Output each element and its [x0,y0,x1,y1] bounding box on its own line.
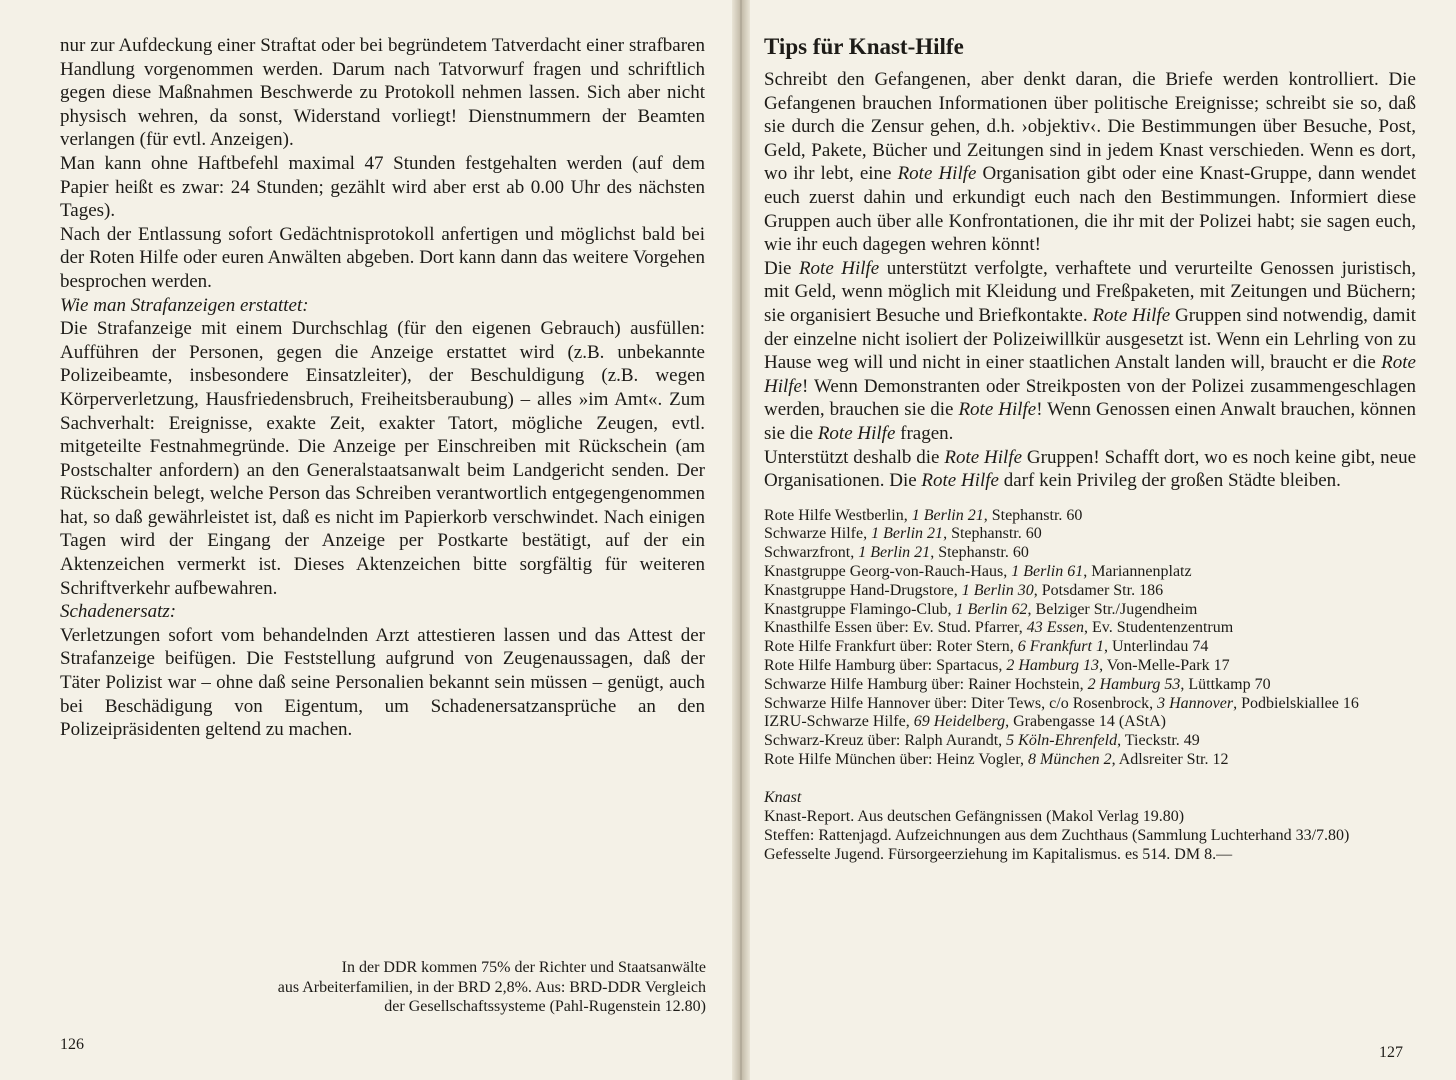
address-entry: Rote Hilfe Westberlin, 1 Berlin 21, Stephanstr. 60 [764,506,1083,524]
address-entry: Knastgruppe Hand-Drugstore, 1 Berlin 30, Potsdamer Str. 186 [764,581,1164,599]
address-entry: Knasthilfe Essen über: Ev. Stud. Pfarrer, 43 Essen, Ev. Studentenzentrum [764,619,1234,637]
page-number-left: 126 [60,1036,84,1053]
paragraph: Verletzungen sofort vom behandelnden Arzt attestieren lassen und das Attest der Strafanzeige beifügen. Die Feststellung aufgrund von Zeugenaussagen, daß der Täter Polizist war – ohne daß seine Personalien bekannt sein müssen – genügt, auch bei Beschädigung von Eigentum, um Schadenersatzansprüche an den Polizeipräsidenten geltend zu machen. [60,624,705,741]
footnote-line: aus Arbeiterfamilien, in der BRD 2,8%. Aus: BRD-DDR Vergleich [277,978,706,996]
address-list [764,507,1416,770]
right-page-body [764,32,1416,864]
address-entry: Schwarze Hilfe Hannover über: Diter Tews, c/o Rosenbrock, 3 Hannover, Podbielskiallee 16 [764,694,1359,712]
subheading: Wie man Strafanzeigen erstattet: [60,294,309,316]
right-page [744,0,1456,1080]
literature-section [764,788,1416,864]
subheading: Schadenersatz: [60,601,177,623]
address-entry: Rote Hilfe Frankfurt über: Roter Stern, 6 Frankfurt 1, Unterlindau 74 [764,638,1209,656]
paragraph: Nach der Entlassung sofort Gedächtnisprotokoll anfertigen und möglichst bald bei der Roten Hilfe oder euren Anwälten abgeben. Dort kann dann das weitere Vorgehen besprochen werden. [60,223,705,292]
literature-entry: Steffen: Rattenjagd. Aufzeichnungen aus dem Zuchthaus (Sammlung Luchterhand 33/7.80) [764,826,1350,844]
left-page-body [60,34,705,742]
paragraph: Schreibt den Gefangenen, aber denkt daran, die Briefe werden kontrolliert. Die Gefangenen brauchen Informationen über politische Ereignisse; schreibt sie so, daß sie durch die Zensur gehen, d.h. ›objektiv‹. Die Bestimmungen über Besuche, Post, Geld, Pakete, Bücher und Zeitungen sind in jedem Knast verschieden. Wenn es dort, wo ihr lebt, eine Rote Hilfe Organisation gibt oder eine Knast-Gruppe, dann wendet euch zuerst dahin und erkundigt euch nach den Bestimmungen. Informiert diese Gruppen auch über alle Konfrontationen, die ihr mit der Polizei habt; sie sagen euch, wie ihr euch dagegen wehren könnt! [764,69,1417,256]
section-title: Tips für Knast-Hilfe [764,34,964,59]
address-entry: Knastgruppe Flamingo-Club, 1 Berlin 62, Belziger Str./Jugendheim [764,600,1198,618]
address-entry: Schwarze Hilfe, 1 Berlin 21, Stephanstr. 60 [764,525,1042,543]
address-entry: Schwarzfront, 1 Berlin 21, Stephanstr. 60 [764,544,1029,562]
book-gutter [732,0,750,1080]
address-entry: Knastgruppe Georg-von-Rauch-Haus, 1 Berlin 61, Mariannenplatz [764,563,1192,581]
footnote-line: der Gesellschaftssysteme (Pahl-Rugenstein 12.80) [384,998,706,1015]
literature-heading: Knast [764,788,802,806]
paragraph: Unterstützt deshalb die Rote Hilfe Gruppen! Schafft dort, wo es noch keine gibt, neue Organisationen. Die Rote Hilfe darf kein Privileg der großen Städte bleiben. [764,446,1416,492]
address-entry: Rote Hilfe München über: Heinz Vogler, 8 München 2, Adlsreiter Str. 12 [764,751,1229,769]
right-paragraphs [764,68,1416,493]
address-entry: IZRU-Schwarze Hilfe, 69 Heidelberg, Grabengasse 14 (AStA) [764,713,1166,731]
address-entry: Rote Hilfe Hamburg über: Spartacus, 2 Hamburg 13, Von-Melle-Park 17 [764,657,1230,675]
literature-entry: Knast-Report. Aus deutschen Gefängnissen (Makol Verlag 19.80) [764,807,1185,825]
paragraph: nur zur Aufdeckung einer Straftat oder bei begründetem Tatverdacht einer strafbaren Handlung vorgenommen werden. Darum nach Tatvorwurf fragen und schriftlich gegen diese Maßnahmen Beschwerde zu Protokoll nehmen lassen. Sich aber nicht physisch wehren, da sonst, Widerstand vorliegt! Dienstnummern der Beamten verlangen (für evtl. Anzeigen). [60,35,705,151]
address-entry: Schwarz-Kreuz über: Ralph Aurandt, 5 Köln-Ehrenfeld, Tieckstr. 49 [764,732,1200,750]
page-number-right: 127 [1379,1044,1403,1061]
literature-list [764,807,1416,864]
address-entry: Schwarze Hilfe Hamburg über: Rainer Hochstein, 2 Hamburg 53, Lüttkamp 70 [764,675,1271,693]
literature-entry: Gefesselte Jugend. Fürsorgeerziehung im Kapitalismus. es 514. DM 8.— [764,845,1233,863]
footnote-line: In der DDR kommen 75% der Richter und Staatsanwälte [341,959,706,976]
paragraph: Die Strafanzeige mit einem Durchschlag (für den eigenen Gebrauch) ausfüllen: Aufführen der Personen, gegen die Anzeige erstattet wird (z.B. unbekannte Polizeibeamte, insbesondere Einsatzleiter), der Beschuldigung (z.B. wegen Körperverletzung, Hausfriedensbruch, Freiheitsberaubung) – alles »im Amt«. Zum Sachverhalt: Ereignisse, exakte Zeit, exakter Tatort, mögliche Zeugen, evtl. mitgeteilte Festnahmegründe. Die Anzeige per Einschreiben mit Rückschein (am Postschalter anfordern) an den Generalstaatsanwalt beim Landgericht senden. Der Rückschein belegt, welche Person das Schreiben verantwortlich entgegengenommen hat, so daß gewährleistet ist, daß es nicht im Papierkorb verschwindet. Nach einigen Tagen wird der Eingang der Anzeige per Postkarte bestätigt, auf der ein Aktenzeichen vermerkt ist. Dieses Aktenzeichen bitte sorgfältig für weiteren Schriftverkehr aufbewahren. [60,318,705,599]
paragraph: Die Rote Hilfe unterstützt verfolgte, verhaftete und verurteilte Genossen juristisch, mit Geld, wenn möglich mit Kleidung und Freßpaketen, mit Zeitungen und Büchern; sie organisiert Besuche und Briefkontakte. Rote Hilfe Gruppen sind notwendig, damit der einzelne nicht isoliert der Polizeiwillkür ausgesetzt ist. Wenn ein Lehrling von zu Hause weg will und nicht in einer staatlichen Anstalt landen will, braucht er die Rote Hilfe! Wenn Demonstranten oder Streikposten von der Polizei zusammengeschlagen werden, brauchen sie die Rote Hilfe! Wenn Genossen einen Anwalt brauchen, können sie die Rote Hilfe fragen. [764,257,1417,444]
footnote [140,958,706,1017]
paragraph: Man kann ohne Haftbefehl maximal 47 Stunden festgehalten werden (auf dem Papier heißt es zwar: 24 Stunden; gezählt wird aber erst ab 0.00 Uhr des nächsten Tages). [60,152,705,222]
